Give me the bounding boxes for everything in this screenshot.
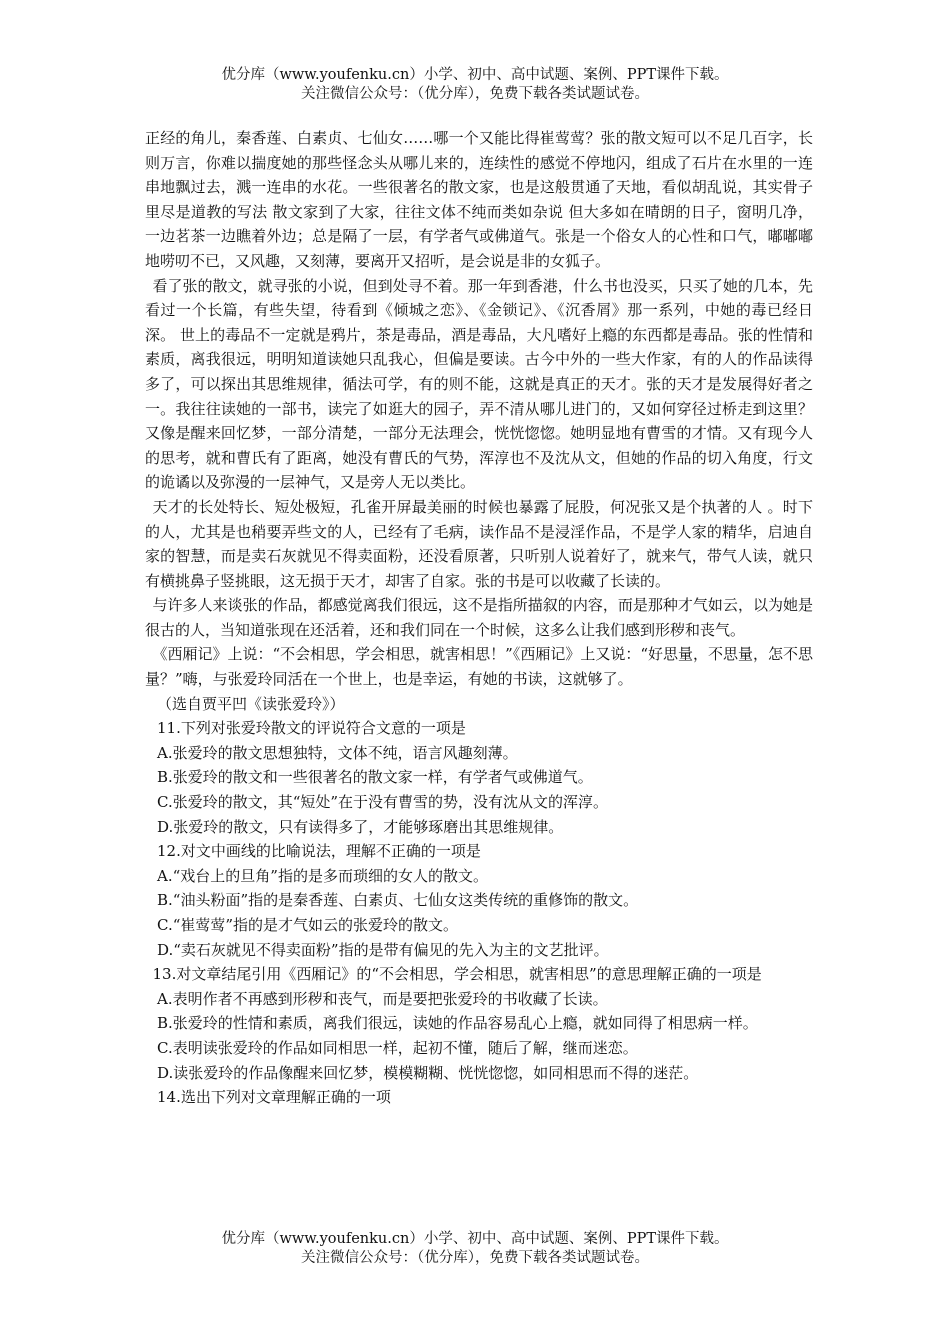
paragraph-2: 看了张的散文，就寻张的小说，但到处寻不着。那一年到香港，什么书也没买，只买了她的几本，先看过一个长篇，有些失望，待看到《倾城之恋》、《金锁记》、《沉香屑》那一系列，中她的毒已经日深。 世上的毒品不一定就是鸦片，茶是毒品，酒是毒品，大凡嗜好上瘾的东西都是毒品。张的性情和素质，离我很远，明明知道读她只乱我心，但偏是要读。古今中外的一些大作家，有的人的作品读得多了，可以探出其思维规律，循法可学，有的则不能，这就是真正的天才。张的天才是发展得好者之一。我往往读她的一部书，读完了如逛大的园子，弄不清从哪儿进门的，又如何穿径过桥走到这里？又像是醒来回忆梦，一部分清楚，一部分无法理会，恍恍惚惚。她明显地有曹雪的才情。又有现今人的思考，就和曹氏有了距离，她没有曹氏的气势，浑淳也不及沈从文，但她的作品的切入角度，行文的诡谲以及弥漫的一层神气，又是旁人无以类比。	[145, 276, 813, 492]
question-13-option-b: B.张爱玲的性情和素质，离我们很远，读她的作品容易乱心上瘾，就如同得了相思病一样。	[157, 1014, 758, 1033]
article-body	[145, 126, 813, 1110]
footer-line-1: 优分库（www.youfenku.cn）小学、初中、高中试题、案例、PPT课件下载。	[221, 1231, 729, 1247]
question-11-option-b: B.张爱玲的散文和一些很著名的散文家一样，有学者气或佛道气。	[157, 768, 593, 787]
question-12-option-d: D.“卖石灰就见不得卖面粉”指的是带有偏见的先入为主的文艺批评。	[157, 940, 609, 959]
header-line-2: 关注微信公众号：（优分库），免费下载各类试题试卷。	[301, 86, 649, 102]
question-13-option-d: D.读张爱玲的作品像醒来回忆梦，模模糊糊、恍恍惚惚，如同相思而不得的迷茫。	[157, 1063, 699, 1082]
question-13-stem: 13.对文章结尾引用《西厢记》的“不会相思，学会相思，就害相思”的意思理解正确的一项是	[152, 965, 762, 984]
question-12-option-a: A.“戏台上的旦角”指的是多而琐细的女人的散文。	[157, 866, 488, 885]
header-line-1: 优分库（www.youfenku.cn）小学、初中、高中试题、案例、PPT课件下载。	[221, 67, 729, 83]
question-12-option-b: B.“油头粉面”指的是秦香莲、白素贞、七仙女这类传统的重修饰的散文。	[157, 891, 639, 910]
question-12-option-c: C.“崔莺莺”指的是才气如云的张爱玲的散文。	[157, 916, 459, 934]
paragraph-3: 天才的长处特长、短处极短，孔雀开屏最美丽的时候也暴露了屁股，何况张又是个执著的人 。时下的人，尤其是也稍要弄些文的人，已经有了毛病，读作品不是浸淫作品，不是学人家的精华，启迪自家的智慧，而是卖石灰就见不得卖面粉，还没看原著，只听别人说着好了，就来气，带气人读，就只有横挑鼻子竖挑眼，这无损于天才，却害了自家。张的书是可以收藏了长读的。	[145, 497, 813, 590]
paragraph-5: 《西厢记》上说：“不会相思，学会相思，就害相思！”《西厢记》上又说：“好思量，不思量，怎不思量？”嗨，与张爱玲同活在一个世上，也是幸运，有她的书读，这就够了。	[145, 645, 814, 689]
question-12-stem: 12.对文中画线的比喻说法，理解不正确的一项是	[157, 842, 481, 861]
question-13-option-c: C.表明读张爱玲的作品如同相思一样，起初不懂，随后了解，继而迷恋。	[157, 1038, 638, 1057]
page-header	[0, 66, 950, 104]
question-11-stem: 11.下列对张爱玲散文的评说符合文意的一项是	[157, 719, 466, 738]
question-11-option-c: C.张爱玲的散文，其“短处”在于没有曹雪的势，没有沈从文的浑淳。	[157, 793, 609, 812]
paragraph-1: 正经的角儿，秦香莲、白素贞、七仙女……哪一个又能比得崔莺莺？张的散文短可以不足几百字，长则万言，你难以揣度她的那些怪念头从哪儿来的，连续性的感觉不停地闪，组成了石片在水里的一连串地飘过去，溅一连串的水花。一些很著名的散文家，也是这般贯通了天地，看似胡乱说，其实骨子里尽是道教的写法 散文家到了大家，往往文体不纯而类如杂说 但大多如在晴朗的日子，窗明几净，一边茗茶一边瞧着外边；总是隔了一层，有学者气或佛道气。张是一个俗女人的心性和口气，嘟嘟嘟地唠叨不已，又风趣，又刻薄，要离开又招听，是会说是非的女狐子。	[145, 129, 813, 270]
question-13-option-a: A.表明作者不再感到形秽和丧气，而是要把张爱玲的书收藏了长读。	[157, 989, 608, 1008]
page-footer	[0, 1230, 950, 1268]
question-11-option-a: A.张爱玲的散文思想独特，文体不纯，语言风趣刻薄。	[157, 743, 518, 762]
footer-line-2: 关注微信公众号：（优分库），免费下载各类试题试卷。	[301, 1250, 649, 1266]
question-11-option-d: D.张爱玲的散文，只有读得多了，才能够琢磨出其思维规律。	[157, 817, 564, 836]
source-citation: （选自贾平凹《读张爱玲》）	[157, 694, 345, 713]
paragraph-4: 与许多人来谈张的作品，都感觉离我们很远，这不是指所描叙的内容，而是那种才气如云，以为她是很古的人，当知道张现在还活着，还和我们同在一个时候，这多么让我们感到形秽和丧气。	[145, 596, 813, 639]
question-14-stem: 14.选出下列对文章理解正确的一项	[157, 1088, 391, 1107]
